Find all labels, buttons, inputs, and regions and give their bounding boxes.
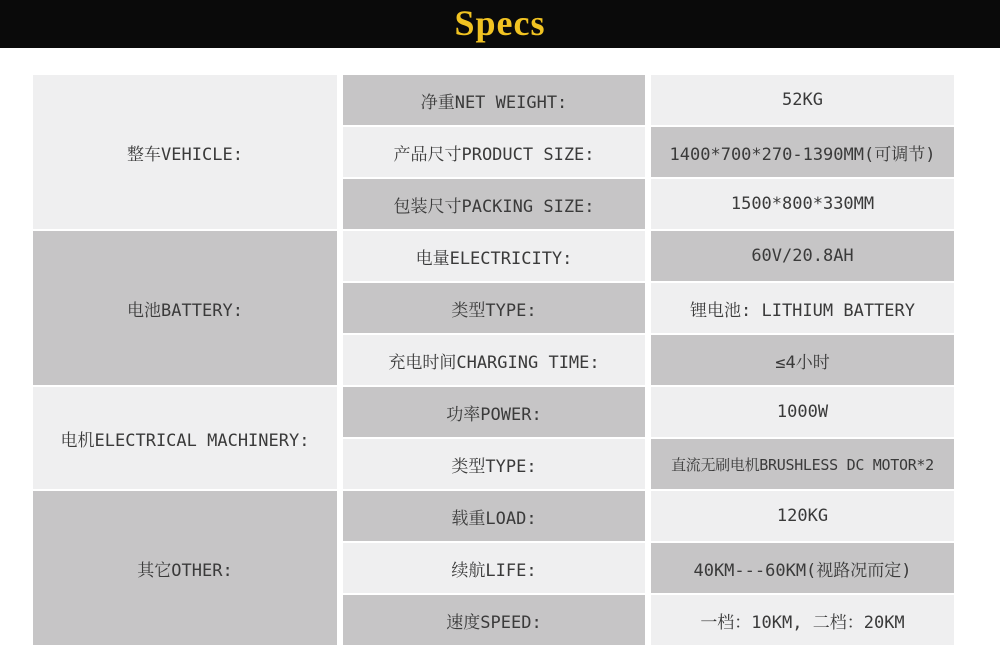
specs-table — [33, 75, 954, 645]
spec-label-speed: 速度SPEED: — [343, 595, 645, 645]
spec-label-charging-time: 充电时间CHARGING TIME: — [343, 335, 645, 385]
spec-label-net-weight: 净重NET WEIGHT: — [343, 75, 645, 125]
spec-label-product-size: 产品尺寸PRODUCT SIZE: — [343, 127, 645, 177]
specs-banner — [0, 0, 1000, 48]
spec-label-battery-type: 类型TYPE: — [343, 283, 645, 333]
page-title: Specs — [454, 3, 546, 43]
spec-value-charging-time: ≤4小时 — [651, 335, 954, 385]
spec-label-load: 载重LOAD: — [343, 491, 645, 541]
spec-value-product-size: 1400*700*270-1390MM(可调节) — [651, 127, 954, 177]
spec-value-electricity: 60V/20.8AH — [651, 231, 954, 281]
spec-value-speed: 一档：10KM, 二档：20KM — [651, 595, 954, 645]
spec-value-power: 1000W — [651, 387, 954, 437]
spec-value-net-weight: 52KG — [651, 75, 954, 125]
spec-label-electricity: 电量ELECTRICITY: — [343, 231, 645, 281]
spec-label-life: 续航LIFE: — [343, 543, 645, 593]
section-vehicle: 整车VEHICLE: — [33, 75, 337, 229]
spec-label-packing-size: 包装尺寸PACKING SIZE: — [343, 179, 645, 229]
spec-value-life: 40KM---60KM(视路况而定) — [651, 543, 954, 593]
spec-label-motor-type: 类型TYPE: — [343, 439, 645, 489]
spec-value-packing-size: 1500*800*330MM — [651, 179, 954, 229]
spec-value-load: 120KG — [651, 491, 954, 541]
spec-value-battery-type: 锂电池: LITHIUM BATTERY — [651, 283, 954, 333]
section-electrical-machinery: 电机ELECTRICAL MACHINERY: — [33, 387, 337, 489]
spec-value-motor-type: 直流无刷电机BRUSHLESS DC MOTOR*2 — [651, 439, 954, 489]
spec-label-power: 功率POWER: — [343, 387, 645, 437]
section-other: 其它OTHER: — [33, 491, 337, 645]
section-battery: 电池BATTERY: — [33, 231, 337, 385]
